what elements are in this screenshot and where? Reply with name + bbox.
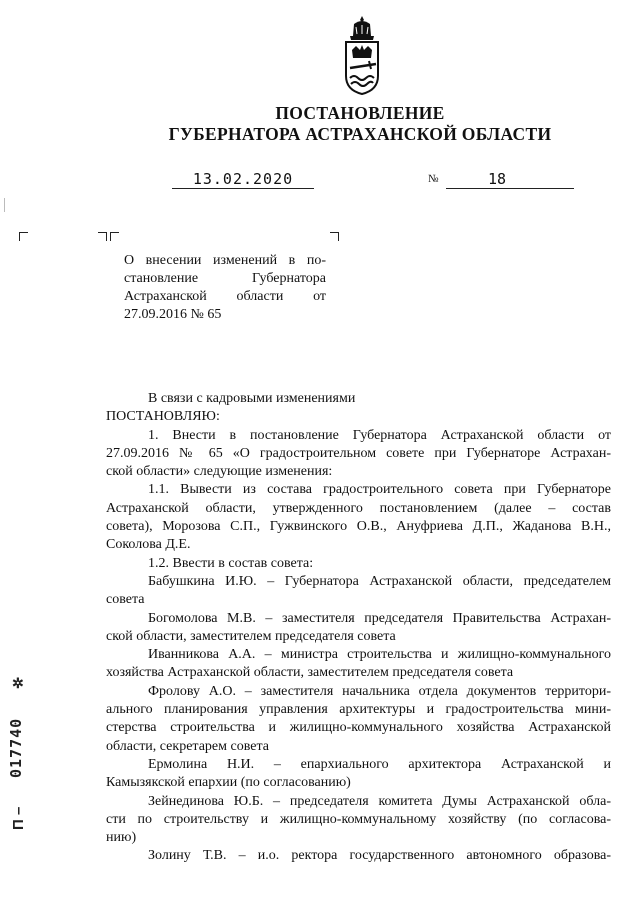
body-line: области, секретарем совета (106, 738, 269, 754)
body-line: 27.09.2016 № 65 «О градостроительном совете при Губернаторе Астрахан- (106, 445, 611, 461)
body-line: стерства строительства и жилищно-коммунального хозяйства Астраханской (106, 720, 611, 736)
body-line: 1. Внести в постановление Губернатора Астраханской области от (148, 427, 611, 443)
body-line: ской области, заместителем председателя совета (106, 628, 396, 644)
body-line: нию) (106, 830, 137, 846)
body-line: 1.2. Ввести в состав совета: (148, 555, 314, 571)
subject-line: О внесении изменений в по- (124, 253, 326, 268)
side-stamp-number: 017740 (7, 717, 25, 778)
body-line: Золину Т.В. – и.о. ректора государственного автономного образова- (148, 848, 611, 864)
body-line: совета (106, 592, 145, 608)
body-line: Иванникова А.А. – министра строительства и жилищно-коммунального (148, 647, 611, 663)
document-subject (124, 252, 326, 324)
side-stamp-prefix: П – (10, 806, 27, 830)
subject-line: становление Губернатора (124, 271, 326, 286)
body-line: хозяйства Астраханской области, заместителем председателя совета (106, 665, 514, 681)
coat-of-arms-emblem (338, 14, 386, 96)
astrakhan-coat-of-arms-icon (338, 14, 386, 96)
corner-bracket (330, 232, 339, 241)
body-line: совета), Морозова С.П., Гужвинского О.В., Ануфриева Д.П., Жаданова В.Н., (106, 519, 611, 535)
body-line: Астраханской области, утвержденного постановлением (далее – состав (106, 500, 611, 516)
subject-line: Астраханской области от (124, 289, 326, 304)
decree-keyword: ПОСТАНОВЛЯЮ: (106, 409, 220, 425)
body-line: Ермолина Н.И. – епархиального архитектора Астраханской и (148, 756, 611, 772)
body-line: сти по строительству и жилищно-коммунальному хозяйству (по согласова- (106, 811, 611, 827)
body-line: 1.1. Вывести из состава градостроительного совета при Губернаторе (148, 482, 611, 498)
corner-bracket (110, 232, 119, 241)
corner-bracket (98, 232, 107, 241)
body-line: ской области» следующие изменения: (106, 464, 333, 480)
side-stamp-mark: ✲ (12, 675, 24, 691)
subject-line: 27.09.2016 № 65 (124, 307, 222, 322)
body-line: Богомолова М.В. – заместителя председателя Правительства Астрахан- (148, 610, 611, 626)
issuer-title: ГУБЕРНАТОРА АСТРАХАНСКОЙ ОБЛАСТИ (168, 124, 552, 144)
body-line: Соколова Д.Е. (106, 537, 191, 553)
body-line: Фролову А.О. – заместителя начальника отдела документов территори- (148, 683, 611, 699)
body-line: ального планирования управления архитектуры и градостроительства мини- (106, 702, 611, 718)
document-body (106, 390, 611, 866)
preamble-line: В связи с кадровыми изменениями (148, 391, 356, 406)
body-line: Бабушкина И.Ю. – Губернатора Астраханской области, председателем (148, 573, 611, 589)
number-label: № (428, 173, 439, 185)
document-date: 13.02.2020 (172, 170, 314, 189)
body-line: Камызякской епархии (по согласованию) (106, 775, 351, 791)
margin-mark (4, 198, 5, 212)
corner-bracket (19, 232, 28, 241)
body-line: Зейнединова Ю.Б. – председателя комитета Думы Астраханской обла- (148, 793, 611, 809)
document-type-title: ПОСТАНОВЛЕНИЕ (275, 103, 445, 123)
document-number: 18 (446, 170, 574, 189)
